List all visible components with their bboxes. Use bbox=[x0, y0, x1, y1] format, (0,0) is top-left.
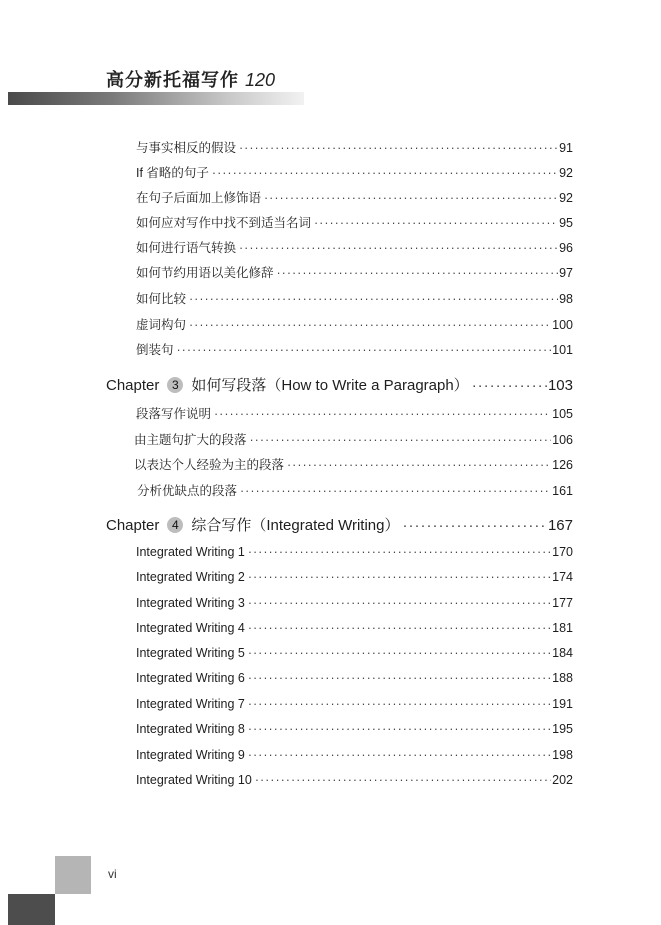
header-gradient-bar bbox=[8, 92, 304, 105]
toc-leader-dots bbox=[255, 773, 551, 787]
toc-entry-label: Integrated Writing 3 bbox=[136, 596, 245, 610]
toc-entry-page: 170 bbox=[552, 545, 573, 559]
toc-entry-label: 与事实相反的假设 bbox=[136, 141, 237, 155]
toc-entry-label: Integrated Writing 5 bbox=[136, 646, 245, 660]
toc-leader-dots bbox=[264, 191, 558, 205]
toc-entry[interactable] bbox=[136, 545, 573, 559]
toc-entry-page: 95 bbox=[559, 216, 573, 230]
toc-entry-page: 92 bbox=[559, 191, 573, 205]
toc-entry-page: 161 bbox=[552, 484, 573, 498]
toc-entry-label: 如何比较 bbox=[136, 292, 187, 306]
toc-entry[interactable] bbox=[136, 748, 573, 762]
toc-leader-dots bbox=[248, 646, 551, 660]
toc-entry-label: Integrated Writing 4 bbox=[136, 621, 245, 635]
toc-entry-label: If 省略的句子 bbox=[136, 166, 209, 180]
toc-leader-dots bbox=[248, 671, 551, 685]
toc-entry[interactable] bbox=[136, 138, 573, 156]
toc-entry-label: Integrated Writing 6 bbox=[136, 671, 245, 685]
toc-entry[interactable] bbox=[136, 646, 573, 660]
toc-leader-dots bbox=[250, 433, 552, 447]
toc-entry-label: 如何进行语气转换 bbox=[136, 241, 237, 255]
toc-entry[interactable] bbox=[136, 315, 573, 333]
toc-entry-page: 191 bbox=[552, 697, 573, 711]
toc-entry[interactable] bbox=[136, 404, 573, 422]
toc-entry-label: 分析优缺点的段落 bbox=[137, 484, 238, 498]
toc-leader-dots bbox=[248, 748, 551, 762]
toc-entry-page: 188 bbox=[552, 671, 573, 685]
toc-entry-page: 181 bbox=[552, 621, 573, 635]
toc-leader-dots bbox=[189, 318, 551, 332]
toc-entry-label: Integrated Writing 9 bbox=[136, 748, 245, 762]
toc-entry[interactable] bbox=[134, 455, 573, 473]
toc-entry-label: Integrated Writing 7 bbox=[136, 697, 245, 711]
toc-leader-dots bbox=[472, 377, 547, 394]
toc-leader-dots bbox=[248, 621, 551, 635]
toc-leader-dots bbox=[189, 292, 558, 306]
toc-entry[interactable] bbox=[136, 570, 573, 584]
toc-entry[interactable] bbox=[134, 430, 573, 448]
toc-entry[interactable] bbox=[136, 722, 573, 736]
toc-leader-dots bbox=[248, 596, 551, 610]
toc-entry-page: 167 bbox=[547, 517, 573, 534]
toc-entry-page: 184 bbox=[552, 646, 573, 660]
toc-leader-dots bbox=[287, 458, 551, 472]
toc-entry-page: 98 bbox=[559, 292, 573, 306]
toc-leader-dots bbox=[248, 697, 551, 711]
toc-entry[interactable] bbox=[136, 596, 573, 610]
chapter-title: 综合写作（Integrated Writing） bbox=[191, 517, 400, 534]
toc-entry-page: 126 bbox=[552, 458, 573, 472]
book-title: 高分新托福写作 bbox=[106, 70, 239, 90]
toc-entry-page: 103 bbox=[547, 377, 573, 394]
toc-entry-page: 96 bbox=[559, 241, 573, 255]
toc-entry-page: 100 bbox=[552, 318, 573, 332]
toc-entry-page: 195 bbox=[552, 722, 573, 736]
toc-entry-page: 92 bbox=[559, 166, 573, 180]
corner-decoration-light bbox=[55, 856, 91, 894]
chapter-number-badge: 3 bbox=[167, 377, 183, 393]
toc-chapter-4[interactable] bbox=[106, 514, 573, 535]
toc-entry[interactable] bbox=[136, 263, 573, 281]
toc-entry-page: 101 bbox=[552, 343, 573, 357]
toc-entry-label: 倒装句 bbox=[136, 343, 174, 357]
toc-entry-label: Integrated Writing 10 bbox=[136, 773, 252, 787]
chapter-heading bbox=[106, 514, 400, 535]
toc-chapter-3[interactable] bbox=[106, 374, 573, 395]
toc-entry[interactable] bbox=[136, 671, 573, 685]
toc-leader-dots bbox=[214, 407, 551, 421]
chapter-word: Chapter bbox=[106, 377, 160, 394]
toc-entry[interactable] bbox=[136, 697, 573, 711]
toc-leader-dots bbox=[239, 241, 558, 255]
toc-entry[interactable] bbox=[136, 340, 573, 358]
toc-entry[interactable] bbox=[136, 188, 573, 206]
toc-leader-dots bbox=[403, 517, 547, 534]
toc-leader-dots bbox=[277, 266, 559, 280]
page-number: vi bbox=[108, 867, 117, 881]
toc-entry-label: 由主题句扩大的段落 bbox=[134, 433, 247, 447]
chapter-title: 如何写段落（How to Write a Paragraph） bbox=[191, 377, 469, 394]
toc-entry-page: 91 bbox=[559, 141, 573, 155]
toc-entry[interactable] bbox=[136, 773, 573, 787]
toc-entry[interactable] bbox=[136, 163, 573, 181]
toc-leader-dots bbox=[314, 216, 558, 230]
toc-entry-page: 106 bbox=[552, 433, 573, 447]
chapter-number-badge: 4 bbox=[167, 517, 183, 533]
toc-entry-label: Integrated Writing 2 bbox=[136, 570, 245, 584]
toc-entry[interactable] bbox=[136, 621, 573, 635]
toc-entry-page: 198 bbox=[552, 748, 573, 762]
toc-entry-label: 如何节约用语以美化修辞 bbox=[136, 266, 274, 280]
toc-entry[interactable] bbox=[137, 481, 573, 499]
toc-entry-page: 202 bbox=[552, 773, 573, 787]
toc-entry-label: Integrated Writing 8 bbox=[136, 722, 245, 736]
toc-leader-dots bbox=[248, 570, 551, 584]
chapter-heading bbox=[106, 374, 469, 395]
toc-leader-dots bbox=[177, 343, 552, 357]
toc-entry-page: 177 bbox=[552, 596, 573, 610]
running-header-title bbox=[106, 66, 275, 92]
toc-leader-dots bbox=[248, 722, 551, 736]
toc-entry[interactable] bbox=[136, 213, 573, 231]
toc-leader-dots bbox=[240, 484, 551, 498]
toc-entry-label: 虚词构句 bbox=[136, 318, 187, 332]
toc-entry-label: 如何应对写作中找不到适当名词 bbox=[136, 216, 312, 230]
toc-leader-dots bbox=[248, 545, 551, 559]
toc-entry-label: 在句子后面加上修饰语 bbox=[136, 191, 262, 205]
toc-entry-page: 105 bbox=[552, 407, 573, 421]
toc-entry[interactable] bbox=[136, 238, 573, 256]
chapter-word: Chapter bbox=[106, 517, 160, 534]
corner-decoration-dark bbox=[8, 894, 55, 925]
toc-entry-label: 段落写作说明 bbox=[136, 407, 212, 421]
toc-entry-label: 以表达个人经验为主的段落 bbox=[134, 458, 285, 472]
book-title-number: 120 bbox=[245, 70, 276, 90]
toc-entry[interactable] bbox=[136, 289, 573, 307]
toc-entry-page: 174 bbox=[552, 570, 573, 584]
toc-entry-page: 97 bbox=[559, 266, 573, 280]
toc-leader-dots bbox=[212, 166, 558, 180]
toc-leader-dots bbox=[239, 141, 558, 155]
toc-entry-label: Integrated Writing 1 bbox=[136, 545, 245, 559]
